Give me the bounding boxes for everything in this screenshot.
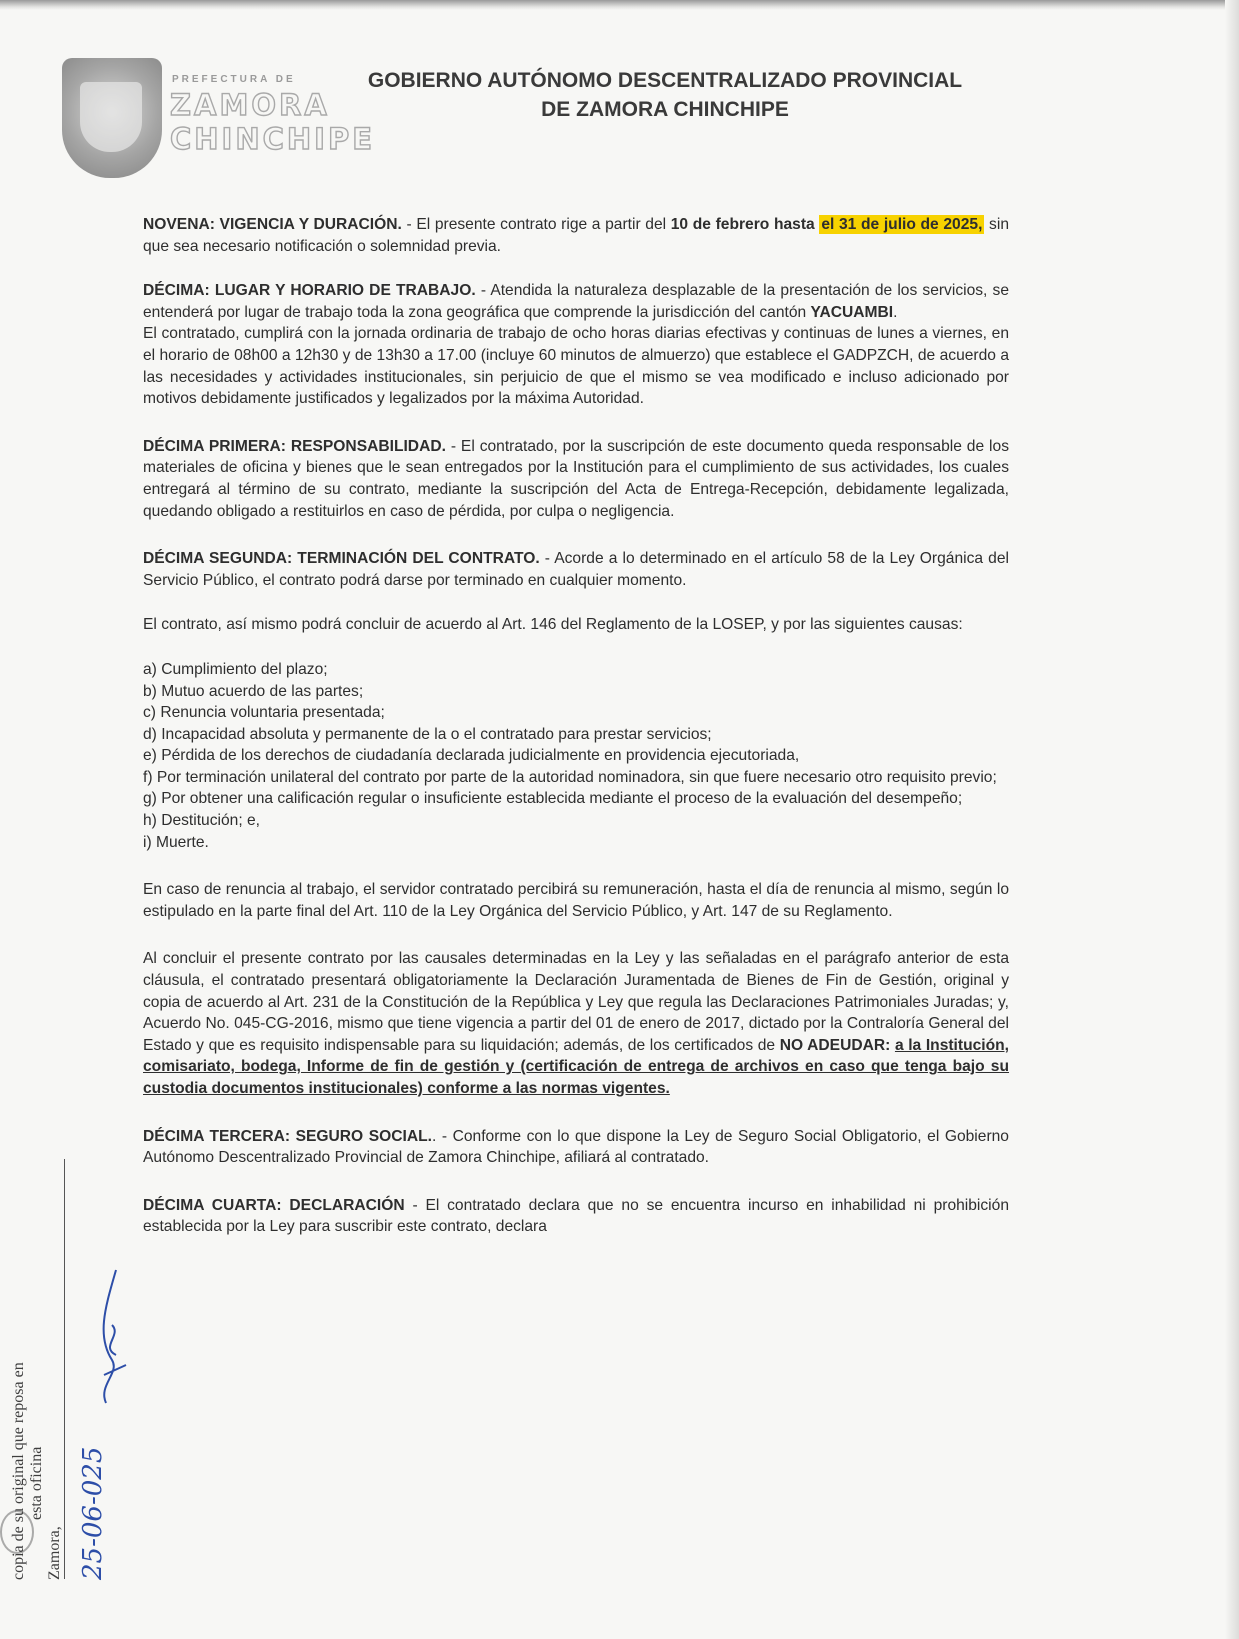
canton-name: YACUAMBI [810,303,894,321]
contract-body [143,214,1009,1238]
list-item: g) Por obtener una calificación regular o insuficiente establecida mediante el proceso de la evaluación del desempeño; [143,790,963,808]
clause-heading: DÉCIMA CUARTA: DECLARACIÓN [143,1196,405,1214]
list-item: h) Destitución; e, [143,812,261,830]
underlined-requirements: a la Institución, comisariato, bodega, Informe de fin de gestión y (certificación de entrega de archivos en caso que tenga bajo su custodia documentos institucionales) conforme a las normas vigentes. [143,1036,1010,1097]
list-item: a) Cumplimiento del plazo; [143,660,328,678]
clause-text: sin que sea necesario notificación o solemnidad previa. [143,216,1009,255]
stamp-handwritten-date: 25-06-025 [78,1446,108,1580]
clause-heading: DÉCIMA SEGUNDA: TERMINACIÓN DEL CONTRATO. [143,550,540,568]
prefectura-logo [62,50,376,190]
shield-emblem-icon [62,58,162,178]
list-item: d) Incapacidad absoluta y permanente de la o el contratado para prestar servicios; [143,725,712,743]
clause-decima-segunda [143,548,1009,591]
clause-novena [143,214,1009,257]
logo-word-chinchipe: CHINCHIPE [170,122,376,156]
clause-decima-tercera [143,1126,1009,1169]
resignation-paragraph: En caso de renuncia al trabajo, el servidor contratado percibirá su remuneración, hasta el día de renuncia al mismo, según lo estipulado en la parte final del Art. 110 de la Ley Orgánica del Servicio Público, y Art. 147 de su Reglamento. [143,881,1009,920]
stamp-text: copia de su original que reposa en esta oficina Zamora, [10,1362,63,1580]
clause-decima-cuarta [143,1195,1009,1238]
clause-text: . - Conforme con lo que dispone la Ley de Seguro Social Obligatorio, el Gobierno Autónomo Descentralizado Provincial de Zamora Chinchipe, afiliará al contratado. [143,1127,1009,1167]
clause-decima-schedule: El contratado, cumplirá con la jornada ordinaria de trabajo de ocho horas diarias efectivas y continuas de lunes a viernes, en el horario de 08h00 a 12h30 y de 13h30 a 17.00 (incluye 60 minutos de almuerzo) que establece el GADPZCH, de acuerdo a las necesidades y actividades institucionales, sin perjuicio de que el mismo se vea modificado e incluso adicionado por motivos debidamente justificados y legalizados por la máxima Autoridad. [143,325,1009,408]
list-item: b) Mutuo acuerdo de las partes; [143,682,364,700]
clause-heading: DÉCIMA: LUGAR Y HORARIO DE TRABAJO. [143,282,476,300]
header-title-line-2: DE ZAMORA CHINCHIPE [541,98,789,121]
scan-top-edge [0,0,1239,10]
list-item: f) Por terminación unilateral del contrato por parte de la autoridad nominadora, sin que fuere necesario otro requisito previo; [143,768,997,786]
start-date: 10 de febrero hasta [670,216,815,233]
scan-right-edge [1225,0,1239,1639]
clause-text: - Atendida la naturaleza desplazable de la presentación de los servicios, se entenderá por lugar de trabajo toda la zona geográfica que comprende la jurisdicción del cantón [143,282,1009,321]
termination-intro: El contrato, así mismo podrá concluir de acuerdo al Art. 146 del Reglamento de la LOSEP, y por las siguientes causas: [143,616,963,634]
logo-word-zamora: ZAMORA [170,88,330,122]
header-title-line-1: GOBIERNO AUTÓNOMO DESCENTRALIZADO PROVINCIAL [367,69,963,92]
clause-heading: NOVENA: VIGENCIA Y DURACIÓN. [143,216,402,233]
termination-causes-list [143,659,1009,853]
list-item: c) Renuncia voluntaria presentada; [143,704,385,722]
clause-text: - El contratado declara que no se encuentra incurso en inhabilidad ni prohibición establecida por la Ley para suscribir este contrato, declara [143,1196,1009,1236]
no-adeudar-label: NO ADEUDAR: [779,1036,891,1054]
clause-text: - El presente contrato rige a partir del [401,216,671,233]
document-header-title [320,66,1010,124]
clause-decima: DÉCIMA: LUGAR Y HORARIO DE TRABAJO. - Atendida la naturaleza desplazable de la presentación de los servicios, se entenderá por lugar de trabajo toda la zona geográfica que comprende la jurisdicción del cantón YACUAMBI. [143,282,1009,321]
list-item: e) Pérdida de los derechos de ciudadanía declarada judicialmente en providencia ejecutoriada, [143,747,800,765]
stamp-rule [64,1159,65,1579]
list-item: i) Muerte. [143,833,209,851]
logo-subtitle: PREFECTURA DE [172,74,296,85]
clause-heading: DÉCIMA TERCERA: SEGURO SOCIAL. [143,1127,432,1145]
declaration-paragraph: Al concluir el presente contrato por las causales determinadas en la Ley y las señaladas en el parágrafo anterior de esta cláusula, el contratado presentará obligatoriamente la Declaración Juramentada de Bienes de Fin de Gestión, original y copia de acuerdo al Art. 231 de la Constitución de la República y Ley que regula las Declaraciones Patrimoniales Juradas; y, Acuerdo No. 045-CG-2016, mismo que tiene vigencia a partir del 01 de enero de 2017, dictado por la Contraloría General del Estado y que es requisito indispensable para su liquidación; además, de los certificados de NO ADEUDAR: a la Institución, comisariato, bodega, Informe de fin de gestión y (certificación de entrega de archivos en caso que tenga bajo su custodia documentos institucionales) conforme a las normas vigentes. [143,950,1010,1097]
clause-text: - El contratado, por la suscripción de este documento queda responsable de los materiales de oficina y bienes que le sean entregados por la Institución para el cumplimiento de sus actividades, los cuales entregará al término de su contrato, mediante la suscripción del Acta de Entrega-Recepción, debidamente legalizada, quedando obligado a restituirlos en caso de pérdida, por culpa o negligencia. [143,437,1009,520]
clause-text: - Acorde a lo determinado en el artículo 58 de la Ley Orgánica del Servicio Público, el contrato podrá darse por terminado en cualquier momento. [143,550,1009,589]
handwritten-signature [86,1265,136,1415]
highlighted-end-date: el 31 de julio de 2025, [821,216,983,233]
clause-decima-primera [143,436,1009,522]
clause-heading: DÉCIMA PRIMERA: RESPONSABILIDAD. [143,437,446,455]
